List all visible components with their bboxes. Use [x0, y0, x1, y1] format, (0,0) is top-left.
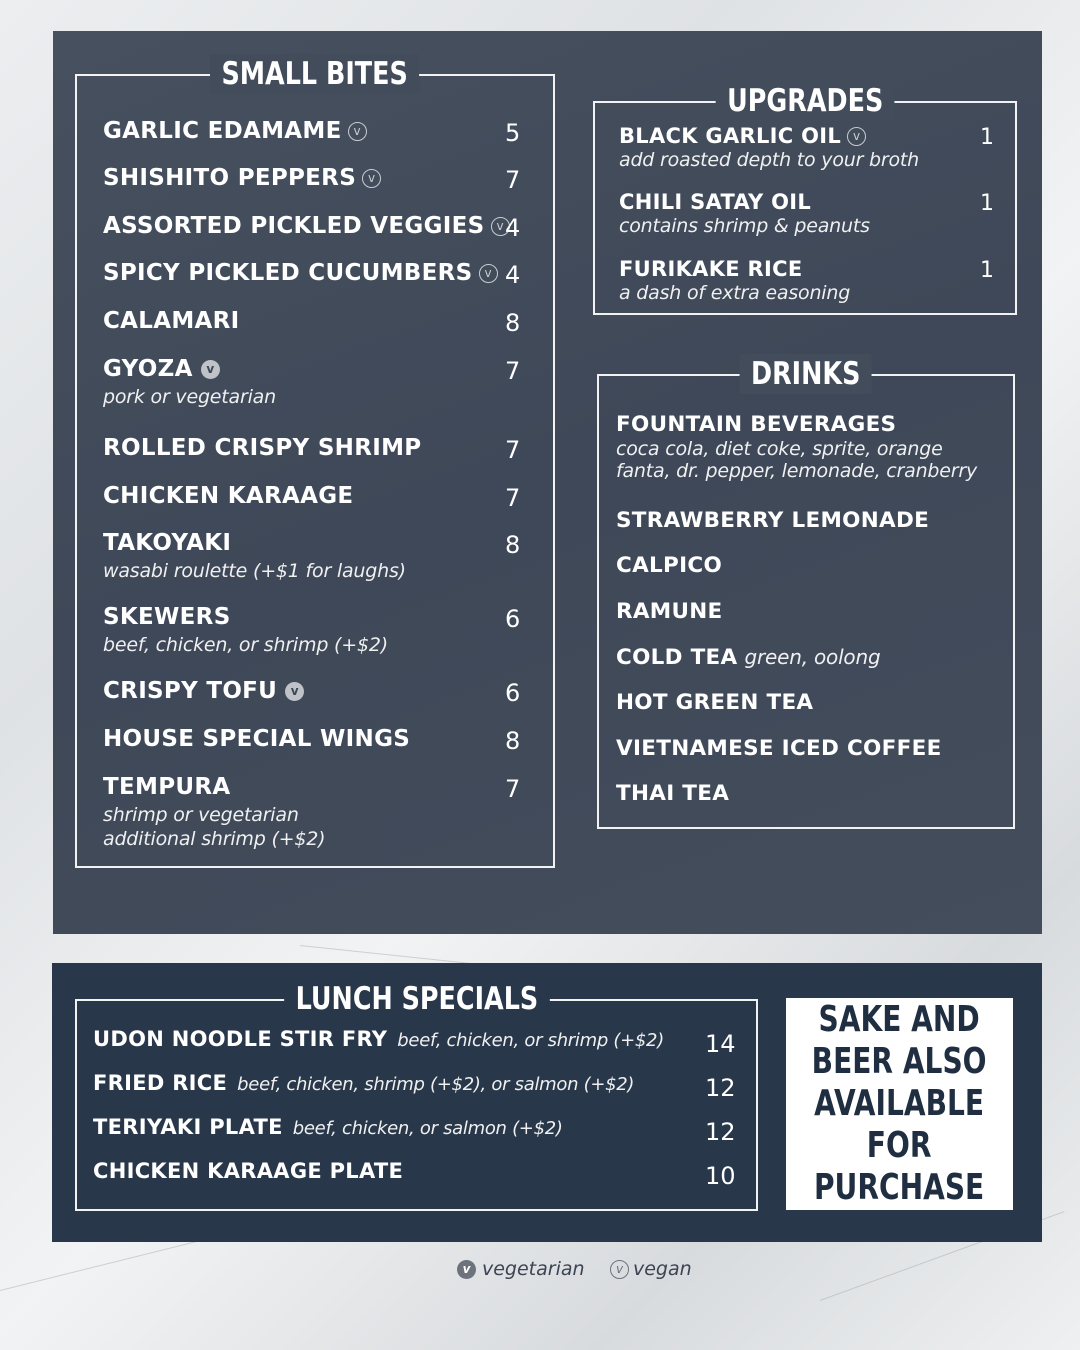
drink-item-name: RAMUNE	[616, 599, 723, 624]
menu-item	[103, 165, 381, 191]
menu-item	[103, 678, 304, 704]
menu-item-name: CHICKEN KARAAGE	[103, 483, 354, 509]
menu-item	[103, 213, 510, 239]
menu-item-price: 8	[505, 309, 521, 337]
drink-item-description: fanta, dr. pepper, lemonade, cranberry	[616, 460, 978, 482]
legend-vegan	[610, 1258, 692, 1280]
lunch-item-description: beef, chicken, or salmon (+$2)	[292, 1118, 563, 1139]
menu-item-name: ROLLED CRISPY SHRIMP	[103, 435, 422, 461]
small-bites-heading: SMALL BITES	[77, 54, 553, 99]
lunch-item-name: FRIED RICE	[93, 1071, 228, 1095]
vegan-icon: v	[348, 122, 367, 141]
upgrade-item-name: FURIKAKE RICE	[619, 257, 803, 281]
vegetarian-icon: v	[201, 360, 220, 379]
menu-item-name: ASSORTED PICKLED VEGGIES	[103, 213, 485, 239]
menu-item	[103, 308, 240, 334]
lunch-item-price: 10	[705, 1162, 736, 1190]
vegan-icon: v	[610, 1260, 629, 1279]
menu-item	[103, 356, 276, 408]
lunch-item	[93, 1159, 403, 1183]
menu-item-name: CRISPY TOFU	[103, 678, 278, 704]
lunch-item	[93, 1027, 664, 1051]
drink-item-name: HOT GREEN TEA	[616, 690, 814, 715]
drink-item	[616, 412, 977, 482]
menu-item-description: additional shrimp (+$2)	[103, 828, 326, 850]
menu-item-name: HOUSE SPECIAL WINGS	[103, 726, 411, 752]
vegetarian-icon: v	[457, 1260, 476, 1279]
menu-item	[103, 604, 388, 656]
vegan-icon: v	[362, 169, 381, 188]
menu-item	[103, 774, 325, 850]
lunch-item-name: TERIYAKI PLATE	[93, 1115, 283, 1139]
drink-item	[616, 781, 729, 806]
menu-item-price: 8	[505, 531, 521, 559]
upgrade-item-name: CHILI SATAY OIL	[619, 190, 812, 214]
drink-item	[616, 645, 880, 670]
menu-item-price: 7	[505, 166, 521, 194]
lunch-item-name: CHICKEN KARAAGE PLATE	[93, 1159, 404, 1183]
menu-item-description: beef, chicken, or shrimp (+$2)	[103, 634, 388, 656]
upgrade-item	[619, 190, 870, 237]
lunch-item	[93, 1115, 563, 1139]
menu-item-price: 6	[505, 605, 521, 633]
vegan-icon: v	[847, 127, 866, 146]
menu-item-description: pork or vegetarian	[103, 386, 276, 408]
menu-item-name: SHISHITO PEPPERS	[103, 165, 357, 191]
lunch-item-description: beef, chicken, or shrimp (+$2)	[397, 1030, 664, 1051]
menu-item-name: TEMPURA	[103, 774, 231, 800]
upgrade-item-description: add roasted depth to your broth	[619, 149, 920, 171]
menu-item-name: SKEWERS	[103, 604, 231, 630]
drink-item	[616, 690, 813, 715]
upgrade-item-price: 1	[980, 125, 994, 150]
menu-item-name: CALAMARI	[103, 308, 240, 334]
menu-item-price: 7	[505, 357, 521, 385]
legend-vegetarian-label: vegetarian	[482, 1258, 585, 1280]
menu-item-price: 7	[505, 775, 521, 803]
drink-item-name: STRAWBERRY LEMONADE	[616, 508, 930, 533]
menu-item-price: 8	[505, 727, 521, 755]
drink-item	[616, 553, 722, 578]
menu-item-price: 4	[505, 214, 521, 242]
lunch-specials-heading: LUNCH SPECIALS	[77, 979, 756, 1024]
lunch-item-name: UDON NOODLE STIR FRY	[93, 1027, 388, 1051]
drink-item-name: FOUNTAIN BEVERAGES	[616, 412, 897, 437]
upgrade-item	[619, 124, 919, 171]
legend-vegan-label: vegan	[633, 1258, 692, 1280]
upgrade-item-description: contains shrimp & peanuts	[619, 215, 870, 237]
drink-item	[616, 736, 942, 761]
menu-item	[103, 260, 498, 286]
menu-item	[103, 118, 367, 144]
menu-item-name: GYOZA	[103, 356, 193, 382]
menu-item-description: shrimp or vegetarian	[103, 804, 299, 826]
menu-item-description: wasabi roulette (+$1 for laughs)	[103, 560, 406, 582]
drink-item-description: coca cola, diet coke, sprite, orange	[616, 438, 943, 460]
drink-item-name: VIETNAMESE ICED COFFEE	[616, 736, 942, 761]
menu-item-price: 5	[505, 119, 521, 147]
sake-beer-notice-text: SAKE AND BEER ALSO AVAILABLE FOR PURCHASE	[812, 999, 987, 1208]
upgrade-item	[619, 257, 850, 304]
vegan-icon: v	[491, 217, 510, 236]
drink-item-name: COLD TEA	[616, 645, 738, 670]
menu-item	[103, 530, 406, 582]
menu-item-name: GARLIC EDAMAME	[103, 118, 342, 144]
lunch-item-price: 12	[705, 1118, 736, 1146]
menu-item-price: 4	[505, 261, 521, 289]
drink-item	[616, 599, 723, 624]
upgrade-item-name: BLACK GARLIC OIL	[619, 124, 842, 148]
drink-item	[616, 508, 929, 533]
menu-item-name: TAKOYAKI	[103, 530, 232, 556]
legend-vegetarian	[457, 1258, 585, 1280]
sake-beer-notice	[786, 998, 1013, 1210]
upgrade-item-description: a dash of extra easoning	[619, 282, 851, 304]
vegetarian-icon: v	[285, 682, 304, 701]
menu-item-price: 7	[505, 436, 521, 464]
lunch-item-price: 14	[705, 1030, 736, 1058]
lunch-item-price: 12	[705, 1074, 736, 1102]
drink-item-description: green, oolong	[744, 645, 881, 669]
upgrade-item-price: 1	[980, 191, 994, 216]
lunch-item	[93, 1071, 634, 1095]
vegan-icon: v	[479, 264, 498, 283]
menu-item-name: SPICY PICKLED CUCUMBERS	[103, 260, 473, 286]
menu-item	[103, 726, 410, 752]
menu-item	[103, 435, 421, 461]
drink-item-name: THAI TEA	[616, 781, 730, 806]
menu-item-price: 6	[505, 679, 521, 707]
drink-item-name: CALPICO	[616, 553, 723, 578]
drinks-heading: DRINKS	[599, 354, 1013, 399]
upgrade-item-price: 1	[980, 258, 994, 283]
upgrades-heading: UPGRADES	[595, 81, 1015, 126]
lunch-item-description: beef, chicken, shrimp (+$2), or salmon (+$2)	[237, 1074, 635, 1095]
menu-item-price: 7	[505, 484, 521, 512]
menu-item	[103, 483, 353, 509]
